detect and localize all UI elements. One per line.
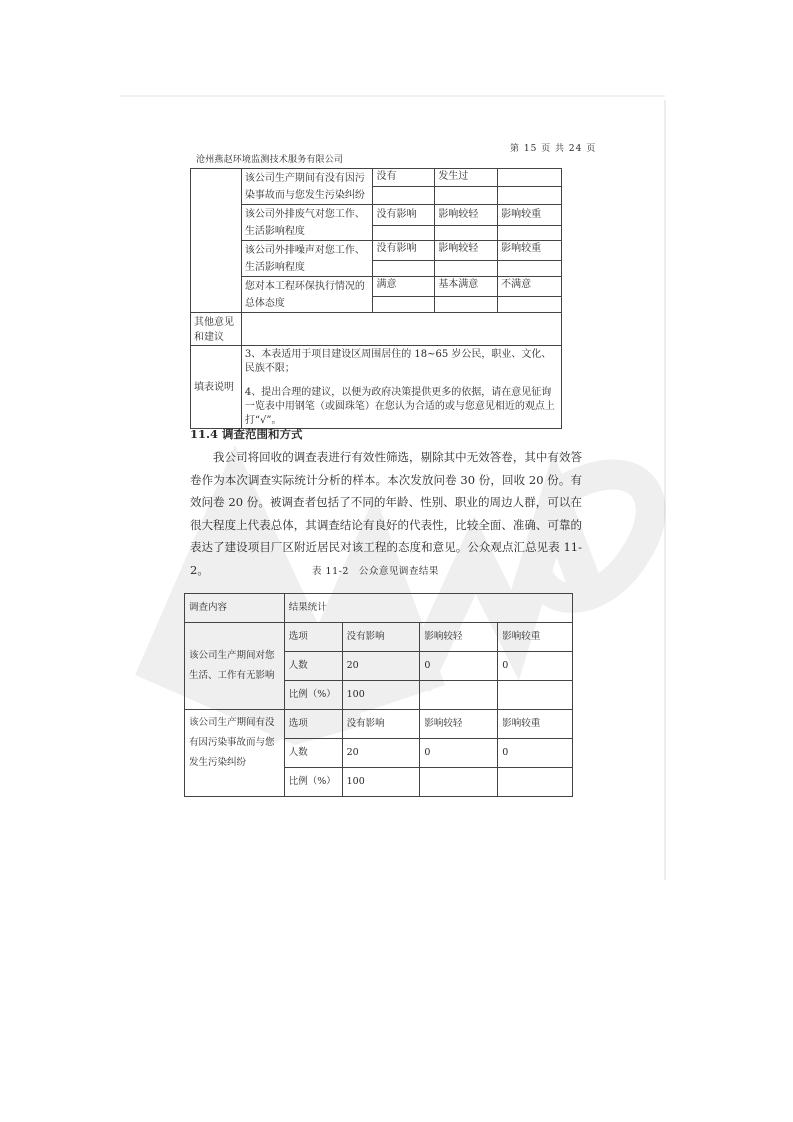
section-heading: 11.4 调查范围和方式 bbox=[190, 427, 303, 441]
other-opinions-value bbox=[241, 313, 561, 346]
blank-label-cell bbox=[191, 169, 242, 313]
table-caption: 表 11-2 公众意见调查结果 bbox=[312, 566, 439, 577]
value-cell: 没有影响 bbox=[342, 710, 420, 739]
content-cell: 该公司生产期间对您生活、工作有无影响 bbox=[185, 623, 285, 710]
option-cell: 发生过 bbox=[435, 169, 498, 187]
row-label: 选项 bbox=[284, 710, 342, 739]
option-cell: 影响较重 bbox=[498, 205, 562, 226]
row-label: 人数 bbox=[284, 652, 342, 681]
company-header: 沧州燕赵环境监测技术服务有限公司 bbox=[196, 155, 344, 165]
value-cell: 影响较重 bbox=[498, 623, 573, 652]
question-cell: 该公司生产期间有没有因污染事故而与您发生污染纠纷 bbox=[241, 169, 373, 205]
section-paragraph bbox=[190, 446, 582, 581]
option-cell: 影响较轻 bbox=[435, 241, 498, 261]
value-cell: 没有影响 bbox=[342, 623, 420, 652]
answer-cell bbox=[435, 226, 498, 241]
value-cell: 20 bbox=[342, 652, 420, 681]
page-edge bbox=[120, 95, 665, 97]
value-cell: 100 bbox=[342, 681, 420, 710]
question-cell: 该公司外排废气对您工作、生活影响程度 bbox=[241, 205, 373, 241]
answer-cell bbox=[373, 187, 435, 205]
question-cell: 您对本工程环保执行情况的总体态度 bbox=[241, 277, 373, 313]
value-cell: 0 bbox=[420, 652, 498, 681]
option-cell bbox=[498, 169, 562, 187]
value-cell: 影响较重 bbox=[498, 710, 573, 739]
row-label: 比例（%） bbox=[284, 768, 342, 797]
row-label: 比例（%） bbox=[284, 681, 342, 710]
answer-cell bbox=[435, 297, 498, 313]
answer-cell bbox=[498, 187, 562, 205]
option-cell: 没有 bbox=[373, 169, 435, 187]
answer-cell bbox=[498, 261, 562, 277]
value-cell bbox=[498, 768, 573, 797]
row-label: 人数 bbox=[284, 739, 342, 768]
other-opinions-label: 其他意见和建议 bbox=[191, 313, 242, 346]
value-cell: 影响较轻 bbox=[420, 710, 498, 739]
answer-cell bbox=[373, 261, 435, 277]
option-cell: 没有影响 bbox=[373, 205, 435, 226]
value-cell: 0 bbox=[420, 739, 498, 768]
answer-cell bbox=[498, 297, 562, 313]
page-number: 第 15 页 共 24 页 bbox=[510, 144, 597, 154]
option-cell: 不满意 bbox=[498, 277, 562, 297]
row-label: 选项 bbox=[284, 623, 342, 652]
answer-cell bbox=[373, 297, 435, 313]
value-cell bbox=[420, 681, 498, 710]
answer-cell bbox=[435, 261, 498, 277]
header-cell: 结果统计 bbox=[284, 594, 572, 623]
paragraph-text: 我公司将回收的调查表进行有效性筛选，剔除其中无效答卷，其中有效答卷作为本次调查实际统计分析的样本。本次发放问卷 30 份，回收 20 份。有效问卷 20 份。被调查者包括了不同的年龄、性别、职业的周边人群，可以在很大程度上代表总体，其调查结论有良好的代表性，比较全面、准确、可靠的表达了建设项目厂区附近居民对该工程的态度和意见。公众观点汇总见表 11-2。 bbox=[190, 450, 582, 577]
note-item: 4、提出合理的建议，以便为政府决策提供更多的依据，请在意见征询一览表中用钢笔（或圆珠笔）在您认为合适的或与您意见相近的观点上打“√”。 bbox=[244, 387, 555, 426]
value-cell: 20 bbox=[342, 739, 420, 768]
question-cell: 该公司外排噪声对您工作、生活影响程度 bbox=[241, 241, 373, 277]
option-cell: 影响较轻 bbox=[435, 205, 498, 226]
value-cell: 影响较轻 bbox=[420, 623, 498, 652]
answer-cell bbox=[498, 226, 562, 241]
notes-label: 填表说明 bbox=[191, 346, 242, 429]
page-edge bbox=[664, 100, 666, 880]
value-cell bbox=[498, 681, 573, 710]
questionnaire-table bbox=[190, 168, 562, 429]
value-cell: 100 bbox=[342, 768, 420, 797]
option-cell: 满意 bbox=[373, 277, 435, 297]
header-cell: 调查内容 bbox=[185, 594, 285, 623]
value-cell: 0 bbox=[498, 739, 573, 768]
note-item: 3、本表适用于项目建设区周围居住的 18~65 岁公民，职业、文化、民族不限； bbox=[244, 349, 552, 374]
option-cell: 没有影响 bbox=[373, 241, 435, 261]
value-cell bbox=[420, 768, 498, 797]
results-table bbox=[184, 593, 573, 797]
answer-cell bbox=[373, 226, 435, 241]
value-cell: 0 bbox=[498, 652, 573, 681]
content-cell: 该公司生产期间有没有因污染事故而与您发生污染纠纷 bbox=[185, 710, 285, 797]
option-cell: 基本满意 bbox=[435, 277, 498, 297]
answer-cell bbox=[435, 187, 498, 205]
option-cell: 影响较重 bbox=[498, 241, 562, 261]
